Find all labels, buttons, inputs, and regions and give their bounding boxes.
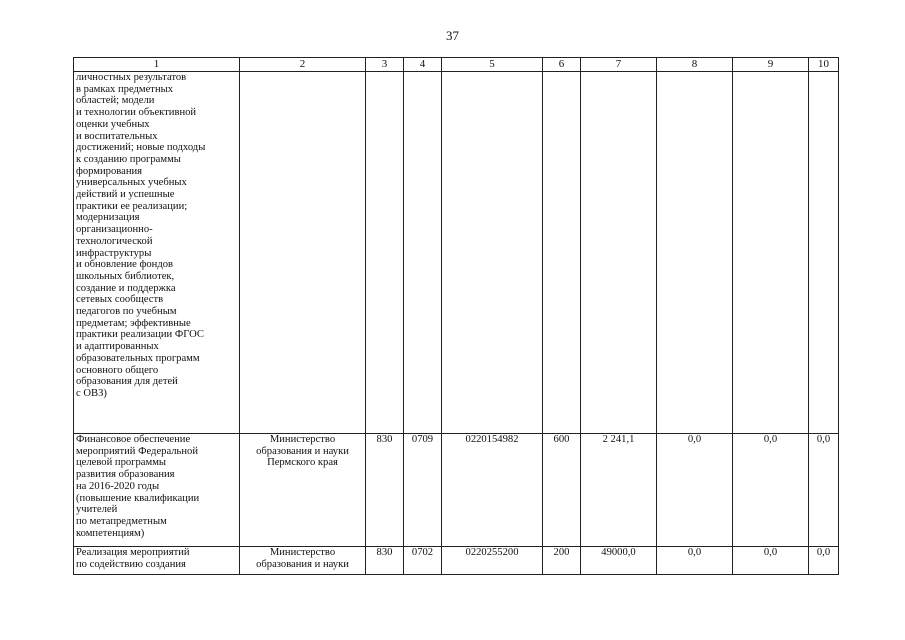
target-article-cell: 0220255200 [442,547,543,575]
agency-cell [240,72,366,434]
table-header-row [74,58,839,72]
amount-cell: 0,0 [809,547,839,575]
amount-cell: 0,0 [657,547,733,575]
section-cell [404,72,442,434]
column-header: 9 [733,58,809,72]
column-header: 7 [581,58,657,72]
target-article-cell [442,72,543,434]
agency-cell: Министерство образования и науки [240,547,366,575]
description-cell: личностных результатов в рамках предметных областей; модели и технологии объективной оценки учебных и воспитательных достижений; новые подходы к созданию программы формирования универсальных учебных действий и успешные практики ее реализации; модернизация организационно- технологической инфраструктуры и обновление фондов школьных библиотек, создание и поддержка сетевых сообществ педагогов по учебным предметам; эффективные практики реализации ФГОС и адаптированных образовательных программ основного общего образования для детей с ОВЗ) [74,72,240,434]
amount-cell: 2 241,1 [581,434,657,547]
expense-type-cell [543,72,581,434]
amount-cell: 0,0 [657,434,733,547]
column-header: 8 [657,58,733,72]
column-header: 3 [366,58,404,72]
column-header: 4 [404,58,442,72]
column-header: 1 [74,58,240,72]
description-cell: Финансовое обеспечение мероприятий Федеральной целевой программы развития образования на 2016-2020 годы (повышение квалификации учителей по метапредметным компетенциям) [74,434,240,547]
agency-cell: Министерство образования и науки Пермского края [240,434,366,547]
column-header: 5 [442,58,543,72]
column-header: 2 [240,58,366,72]
page-number: 37 [446,28,459,43]
amount-cell: 0,0 [733,547,809,575]
code-cell: 830 [366,547,404,575]
amount-cell: 49000,0 [581,547,657,575]
amount-cell: 0,0 [733,434,809,547]
expense-type-cell: 200 [543,547,581,575]
column-header: 6 [543,58,581,72]
section-cell: 0709 [404,434,442,547]
amount-cell [657,72,733,434]
table-row [74,72,839,434]
budget-table [73,57,839,575]
target-article-cell: 0220154982 [442,434,543,547]
amount-cell [581,72,657,434]
code-cell [366,72,404,434]
section-cell: 0702 [404,547,442,575]
amount-cell: 0,0 [809,434,839,547]
column-header: 10 [809,58,839,72]
amount-cell [809,72,839,434]
code-cell: 830 [366,434,404,547]
description-cell: Реализация мероприятий по содействию создания [74,547,240,575]
table-row [74,434,839,547]
expense-type-cell: 600 [543,434,581,547]
table-row [74,547,839,575]
amount-cell [733,72,809,434]
